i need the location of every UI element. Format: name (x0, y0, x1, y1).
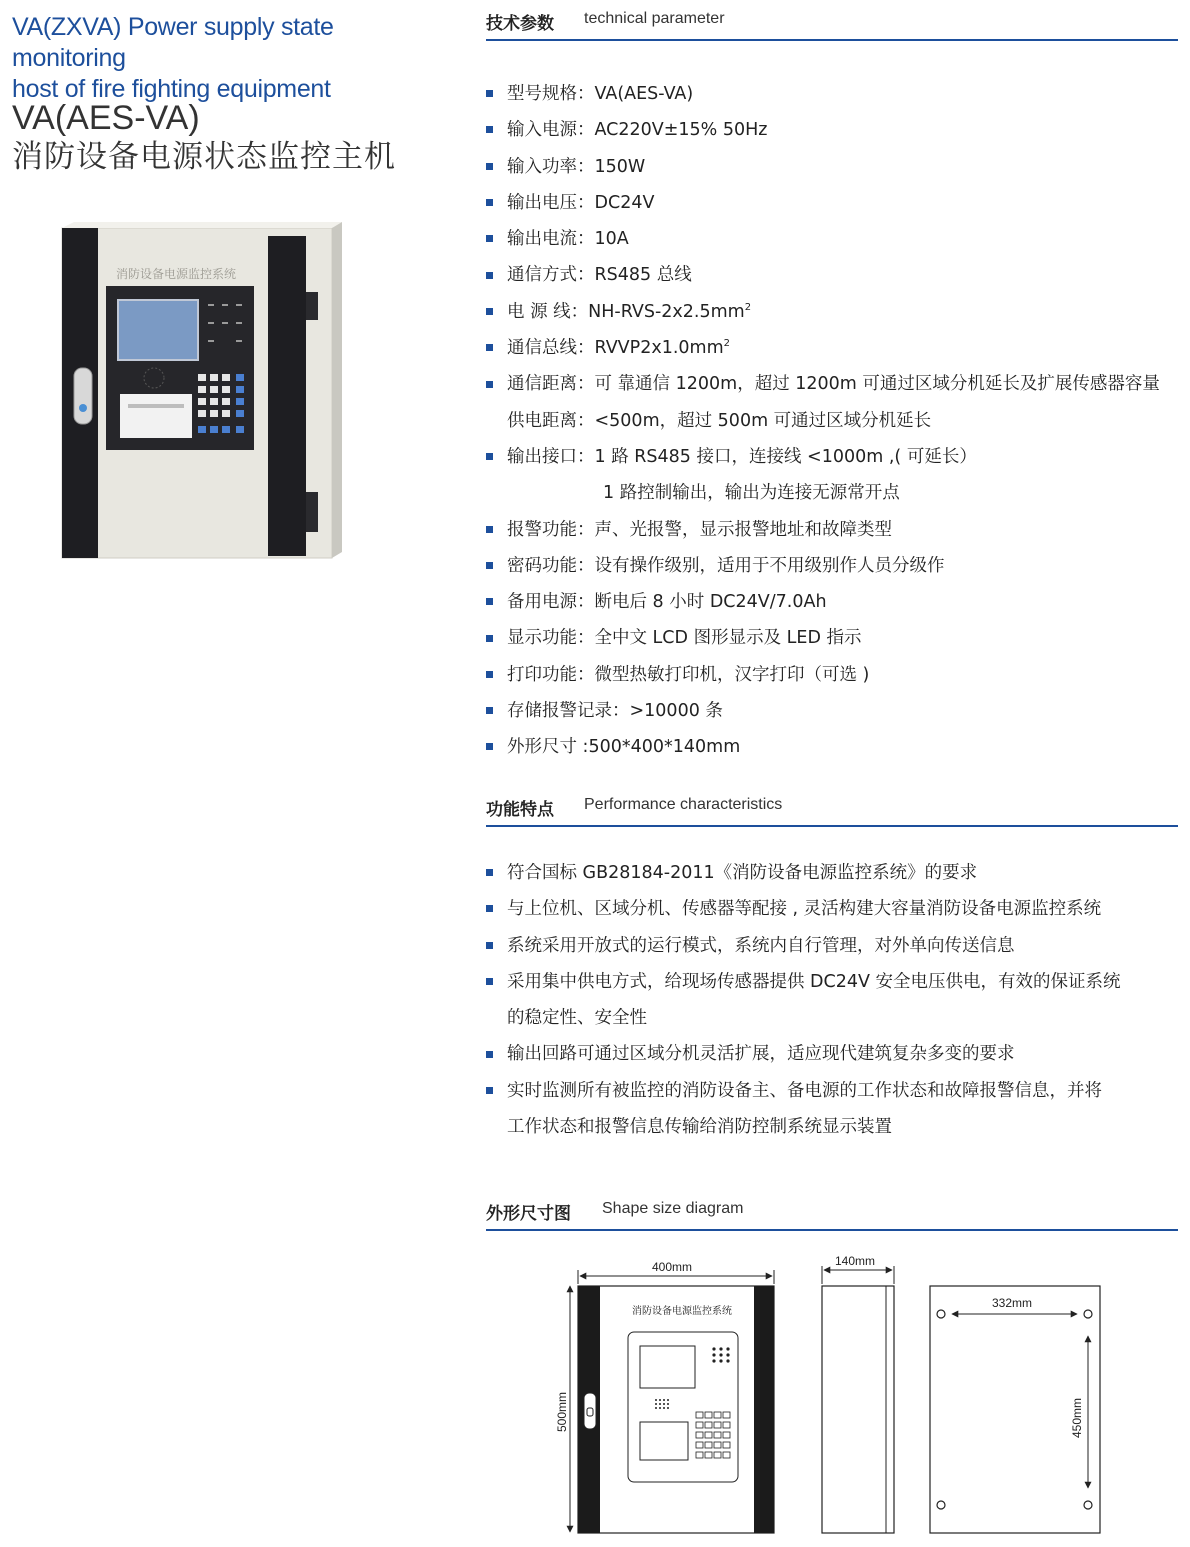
list-item (486, 112, 1186, 148)
list-item-text: 系统采用开放式的运行模式，系统内自行管理，对外单向传送信息 (507, 935, 1015, 956)
list-item-text: 电 源 线：NH-RVS-2x2.5mm (507, 301, 745, 322)
bullet-square-icon (486, 199, 493, 206)
list-item-text: 报警功能：声、光报警，显示报警地址和故障类型 (507, 519, 892, 540)
shape-size-diagram (540, 1248, 1120, 1538)
bullet-square-icon (486, 905, 493, 912)
list-item-continuation (486, 475, 1186, 511)
bullet-square-icon (486, 562, 493, 569)
list-item (486, 964, 1186, 1000)
chinese-title: 消防设备电源状态监控主机 (12, 139, 396, 175)
hole-height-label: 450mm (1070, 1397, 1084, 1438)
door-handle (74, 368, 92, 424)
list-item-continuation (486, 1109, 1186, 1145)
depth-label: 140mm (835, 1254, 876, 1268)
superscript: 2 (723, 338, 730, 350)
list-item-text: 输出电压：DC24V (507, 192, 655, 213)
bullet-square-icon (486, 381, 493, 388)
back-view (930, 1286, 1100, 1533)
perf-section-header (486, 795, 1178, 827)
bullet-square-icon (486, 1087, 493, 1094)
tech-title-en: technical parameter (584, 10, 725, 27)
list-item-text: 输出回路可通过区域分机灵活扩展，适应现代建筑复杂多变的要求 (507, 1044, 1015, 1065)
list-item-text: 工作状态和报警信息传输给消防控制系统显示装置 (507, 1117, 892, 1138)
tech-title-cn: 技术参数 (486, 14, 554, 34)
list-item (486, 620, 1186, 656)
front-view (555, 1260, 774, 1533)
list-item-text: 供电距离：<500m，超过 500m 可通过区域分机延长 (507, 410, 932, 431)
bullet-square-icon (486, 743, 493, 750)
bullet-square-icon (486, 1051, 493, 1058)
width-label: 400mm (652, 1260, 693, 1274)
list-item-text: 1 路控制输出，输出为连接无源常开点 (603, 483, 900, 504)
list-item-text: 密码功能：设有操作级别，适用于不用级别作人员分级作 (507, 555, 945, 576)
lcd-screen (118, 300, 198, 360)
bullet-square-icon (486, 671, 493, 678)
model-title: VA(AES-VA) (12, 99, 200, 137)
list-item (486, 891, 1186, 927)
list-item-text: 符合国标 GB28184-2011《消防设备电源监控系统》的要求 (507, 863, 978, 883)
perf-feature-list (486, 855, 1186, 1145)
list-item-text: 与上位机、区域分机、传感器等配接 , 灵活构建大容量消防设备电源监控系统 (507, 899, 1102, 920)
bullet-square-icon (486, 869, 493, 876)
list-item-text: 备用电源：断电后 8 小时 DC24V/7.0Ah (507, 592, 827, 613)
bullet-square-icon (486, 707, 493, 714)
english-title-line2: host of fire fighting equipment (12, 75, 331, 103)
list-item (486, 257, 1186, 293)
list-item (486, 366, 1186, 402)
bullet-square-icon (486, 526, 493, 533)
perf-title-cn: 功能特点 (486, 800, 554, 820)
list-item (486, 584, 1186, 620)
list-item-text: 显示功能：全中文 LCD 图形显示及 LED 指示 (507, 628, 862, 649)
list-item (486, 76, 1186, 112)
list-item-continuation (486, 1000, 1186, 1036)
hole-width-label: 332mm (992, 1296, 1033, 1310)
list-item-text: 通信距离：可 靠通信 1200m，超过 1200m 可通过区域分机延长及扩展传感器容量 (507, 374, 1160, 395)
list-item (486, 657, 1186, 693)
tech-section-header (486, 9, 1178, 41)
list-item-text: 型号规格：VA(AES-VA) (507, 84, 694, 104)
list-item-text: 输入功率：150W (507, 156, 646, 177)
height-label: 500mm (555, 1391, 569, 1432)
list-item-text: 输入电源：AC220V±15% 50Hz (507, 120, 768, 141)
bullet-square-icon (486, 163, 493, 170)
english-title-line1: VA(ZXVA) Power supply state monitoring (12, 13, 334, 72)
list-item (486, 294, 1186, 330)
shape-title-cn: 外形尺寸图 (486, 1204, 571, 1224)
bullet-square-icon (486, 344, 493, 351)
list-item (486, 1073, 1186, 1109)
list-item-text: 输出接口：1 路 RS485 接口，连接线 <1000m ,( 可延长） (507, 446, 977, 467)
right-black-strip (268, 236, 306, 556)
list-item-text: 打印功能：微型热敏打印机，汉字打印（可选 ) (507, 664, 870, 685)
list-item (486, 512, 1186, 548)
bullet-square-icon (486, 598, 493, 605)
list-item (486, 693, 1186, 729)
list-item (486, 149, 1186, 185)
bullet-square-icon (486, 90, 493, 97)
panel-label: 消防设备电源监控系统 (116, 267, 237, 281)
list-item-text: 输出电流：10A (507, 229, 629, 250)
perf-title-en: Performance characteristics (584, 796, 783, 813)
side-view (822, 1254, 894, 1533)
english-title (12, 12, 452, 105)
bullet-square-icon (486, 272, 493, 279)
bullet-square-icon (486, 453, 493, 460)
bullet-square-icon (486, 235, 493, 242)
list-item (486, 185, 1186, 221)
list-item-continuation (486, 403, 1186, 439)
superscript: 2 (744, 301, 752, 313)
front-title: 消防设备电源监控系统 (632, 1306, 732, 1317)
list-item-text: 通信方式：RS485 总线 (507, 265, 692, 286)
list-item-text: 实时监测所有被监控的消防设备主、备电源的工作状态和故障报警信息，并将 (507, 1080, 1102, 1101)
list-item-text: 外形尺寸 :500*400*140mm (507, 737, 741, 758)
product-photo (56, 222, 346, 567)
list-item (486, 330, 1186, 366)
list-item (486, 855, 1186, 891)
bullet-square-icon (486, 978, 493, 985)
bullet-square-icon (486, 635, 493, 642)
list-item (486, 221, 1186, 257)
bullet-square-icon (486, 126, 493, 133)
shape-title-en: Shape size diagram (602, 1200, 744, 1217)
tech-spec-list (486, 76, 1186, 766)
list-item-text: 存储报警记录：>10000 条 (507, 701, 723, 722)
list-item (486, 729, 1186, 765)
list-item (486, 439, 1186, 475)
list-item-text: 的稳定性、安全性 (507, 1008, 647, 1029)
printer-slot (120, 394, 192, 438)
list-item (486, 548, 1186, 584)
list-item (486, 1036, 1186, 1072)
list-item-text: 通信总线：RVVP2x1.0mm (507, 338, 724, 359)
bullet-square-icon (486, 308, 493, 315)
list-item-text: 采用集中供电方式，给现场传感器提供 DC24V 安全电压供电，有效的保证系统 (507, 971, 1121, 992)
list-item (486, 928, 1186, 964)
bullet-square-icon (486, 942, 493, 949)
shape-section-header (486, 1199, 1178, 1231)
